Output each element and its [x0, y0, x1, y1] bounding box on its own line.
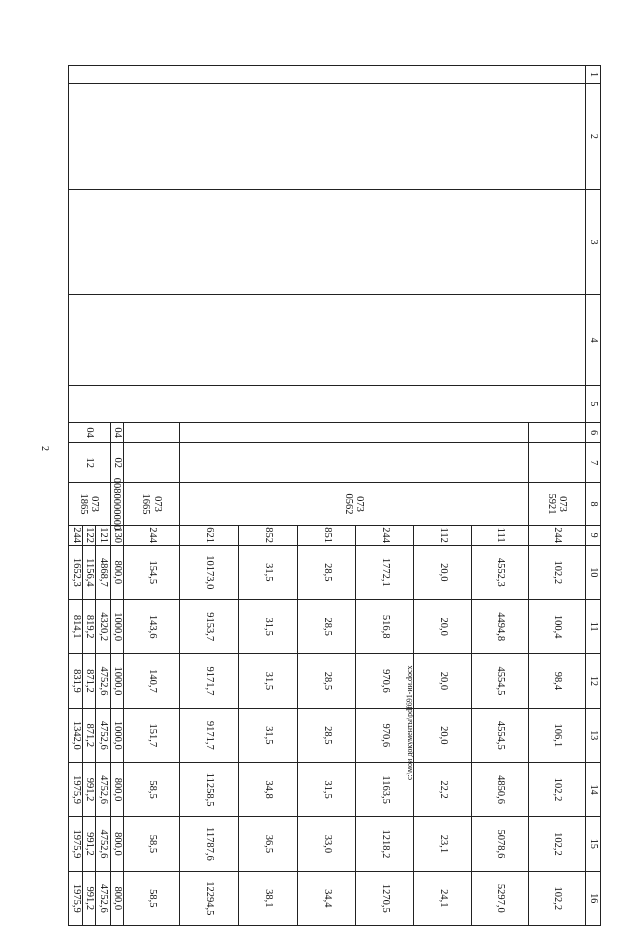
value-line: 831,9 — [70, 654, 83, 707]
column-header: 6 — [586, 423, 601, 443]
value-cell: 143,6 — [124, 600, 180, 654]
value-cell: 140,7 — [124, 654, 180, 708]
value-cell-multi — [68, 600, 110, 654]
value-cell: 1000,0 — [110, 708, 123, 762]
code-c6 — [180, 423, 529, 443]
value-cell: 1218,2 — [356, 817, 414, 871]
value-line: 991,2 — [83, 872, 96, 925]
value-cell: 4554,5 — [472, 654, 529, 708]
value-line: 814,1 — [70, 600, 83, 653]
value-cell: 31,5 — [239, 600, 298, 654]
value-line: 4752,6 — [97, 666, 109, 696]
code-c7: 02 — [110, 443, 123, 483]
column-header: 7 — [586, 443, 601, 483]
value-line: 1342,0 — [70, 709, 83, 762]
value-cell: 58,5 — [124, 871, 180, 925]
value-cell: 106,1 — [529, 708, 586, 762]
value-cell-multi — [68, 871, 110, 925]
value-cell: 970,6 — [356, 654, 414, 708]
value-cell: 28,5 — [298, 654, 356, 708]
column-header: 12 — [586, 654, 601, 708]
code-c9-multi — [68, 525, 110, 545]
code-c8-cell — [68, 483, 110, 525]
value-cell: 34,8 — [239, 762, 298, 816]
code-c8 — [546, 483, 568, 524]
value-cell: 9171,7 — [180, 708, 239, 762]
code-line: 073 — [151, 496, 163, 512]
code-line: 5921 — [546, 493, 557, 515]
value-cell: 102,2 — [529, 871, 586, 925]
code-c6 — [529, 423, 586, 443]
value-cell: 800,0 — [110, 545, 123, 599]
value-line: 1975,9 — [70, 817, 83, 870]
value-cell: 800,0 — [110, 762, 123, 816]
code-c8 — [140, 483, 162, 524]
code-c9: 122 — [84, 527, 96, 544]
column-header: 14 — [586, 762, 601, 816]
code-c6 — [124, 423, 180, 443]
value-line: 4868,7 — [97, 557, 109, 587]
empty-cell — [68, 295, 585, 386]
value-cell: 800,0 — [110, 817, 123, 871]
value-cell: 4850,6 — [472, 762, 529, 816]
code-line: 0080000000 — [111, 477, 123, 531]
column-header: 2 — [586, 84, 601, 190]
code-c9: 130 — [110, 525, 123, 545]
value-cell: 38,1 — [239, 871, 298, 925]
code-c7 — [529, 443, 586, 483]
code-line: 073 — [354, 496, 366, 512]
value-cell: 9153,7 — [180, 600, 239, 654]
code-c6: 04 — [68, 423, 110, 443]
value-cell: 28,5 — [298, 708, 356, 762]
value-cell: 28,5 — [298, 600, 356, 654]
value-cell: 31,5 — [239, 545, 298, 599]
value-cell: 98,4 — [529, 654, 586, 708]
code-line: 1665 — [140, 493, 152, 515]
code-c9: 244 — [356, 525, 414, 545]
value-cell: 4494,8 — [472, 600, 529, 654]
value-cell: 58,5 — [124, 817, 180, 871]
code-c6: 04 — [110, 423, 123, 443]
column-header: 5 — [586, 385, 601, 422]
code-line: 1865 — [78, 493, 90, 515]
column-header: 13 — [586, 708, 601, 762]
value-line: 871,2 — [83, 654, 96, 707]
value-cell-multi — [68, 817, 110, 871]
empty-cell — [68, 66, 585, 84]
value-line: 1975,9 — [70, 872, 83, 925]
value-cell: 20,0 — [414, 654, 472, 708]
code-c9: 244 — [71, 527, 83, 544]
budget-table — [68, 65, 601, 926]
footer-file-path: c:\мои документы\pdf691-ии.docx — [405, 665, 414, 780]
value-line: 1156,4 — [83, 546, 96, 599]
value-line: 1652,3 — [70, 546, 83, 599]
value-cell: 11787,6 — [180, 817, 239, 871]
code-line: 073 — [89, 496, 101, 512]
code-c8-cell — [180, 483, 529, 525]
value-cell: 34,4 — [298, 871, 356, 925]
value-cell-multi — [68, 762, 110, 816]
value-cell: 33,0 — [298, 817, 356, 871]
code-c9: 121 — [97, 527, 109, 544]
page-number: 2 — [39, 446, 50, 451]
value-cell: 5078,6 — [472, 817, 529, 871]
value-cell: 36,5 — [239, 817, 298, 871]
value-cell: 102,2 — [529, 817, 586, 871]
code-c9: 851 — [298, 525, 356, 545]
code-c9: 111 — [472, 525, 529, 545]
value-cell: 151,7 — [124, 708, 180, 762]
column-header: 11 — [586, 600, 601, 654]
code-c8-cell — [529, 483, 586, 525]
value-line: 4752,6 — [97, 883, 109, 913]
code-c9: 621 — [180, 525, 239, 545]
code-c9: 112 — [414, 525, 472, 545]
code-c7 — [124, 443, 180, 483]
value-cell: 31,5 — [298, 762, 356, 816]
value-line: 871,2 — [83, 709, 96, 762]
value-cell: 1270,5 — [356, 871, 414, 925]
code-c8 — [343, 483, 365, 524]
value-cell: 1163,5 — [356, 762, 414, 816]
value-cell: 100,4 — [529, 600, 586, 654]
column-header: 9 — [586, 525, 601, 545]
value-cell: 970,6 — [356, 708, 414, 762]
value-cell: 31,5 — [239, 654, 298, 708]
code-c9: 852 — [239, 525, 298, 545]
header-row — [586, 66, 601, 926]
value-cell: 31,5 — [239, 708, 298, 762]
value-cell: 4552,3 — [472, 545, 529, 599]
column-header: 15 — [586, 817, 601, 871]
value-cell: 4554,5 — [472, 708, 529, 762]
value-cell-multi — [68, 654, 110, 708]
value-cell-multi — [68, 708, 110, 762]
value-cell: 1000,0 — [110, 654, 123, 708]
value-cell: 20,0 — [414, 545, 472, 599]
value-cell: 11258,5 — [180, 762, 239, 816]
value-cell: 28,5 — [298, 545, 356, 599]
value-cell-multi — [68, 545, 110, 599]
value-line: 991,2 — [83, 817, 96, 870]
value-cell: 800,0 — [110, 871, 123, 925]
code-c8 — [111, 477, 123, 531]
value-cell: 102,2 — [529, 762, 586, 816]
empty-cell — [68, 84, 585, 190]
value-line: 991,2 — [83, 763, 96, 816]
column-header: 4 — [586, 295, 601, 386]
empty-cell — [68, 385, 585, 422]
value-line: 4320,2 — [97, 612, 109, 642]
value-cell: 5297,0 — [472, 871, 529, 925]
value-cell: 9171,7 — [180, 654, 239, 708]
column-header: 8 — [586, 483, 601, 525]
code-c8-cell — [124, 483, 180, 525]
value-cell: 58,5 — [124, 762, 180, 816]
value-cell: 10173,0 — [180, 545, 239, 599]
value-cell: 154,5 — [124, 545, 180, 599]
code-c9: 244 — [124, 525, 180, 545]
value-line: 4752,6 — [97, 720, 109, 750]
column-header: 3 — [586, 189, 601, 295]
code-c9: 244 — [529, 525, 586, 545]
code-c7: 12 — [68, 443, 110, 483]
value-line: 4752,6 — [97, 829, 109, 859]
table-row — [529, 66, 586, 926]
code-line: 0562 — [343, 493, 354, 515]
value-line: 4752,6 — [97, 775, 109, 805]
value-cell: 516,8 — [356, 600, 414, 654]
code-c7 — [180, 443, 529, 483]
value-cell: 22,2 — [414, 762, 472, 816]
value-cell: 102,2 — [529, 545, 586, 599]
column-header: 10 — [586, 545, 601, 599]
value-cell: 1772,1 — [356, 545, 414, 599]
value-cell: 1000,0 — [110, 600, 123, 654]
code-c8 — [78, 483, 100, 524]
value-cell: 20,0 — [414, 708, 472, 762]
value-cell: 24,1 — [414, 871, 472, 925]
value-cell: 20,0 — [414, 600, 472, 654]
empty-cell — [68, 189, 585, 295]
column-header: 16 — [586, 871, 601, 925]
value-line: 819,2 — [83, 600, 96, 653]
value-cell: 23,1 — [414, 817, 472, 871]
rotated-table-wrapper — [71, 65, 601, 926]
column-header: 1 — [586, 66, 601, 84]
code-line: 073 — [557, 496, 569, 512]
code-c8-cell — [110, 477, 123, 531]
value-line: 1975,9 — [70, 763, 83, 816]
value-cell: 12294,5 — [180, 871, 239, 925]
